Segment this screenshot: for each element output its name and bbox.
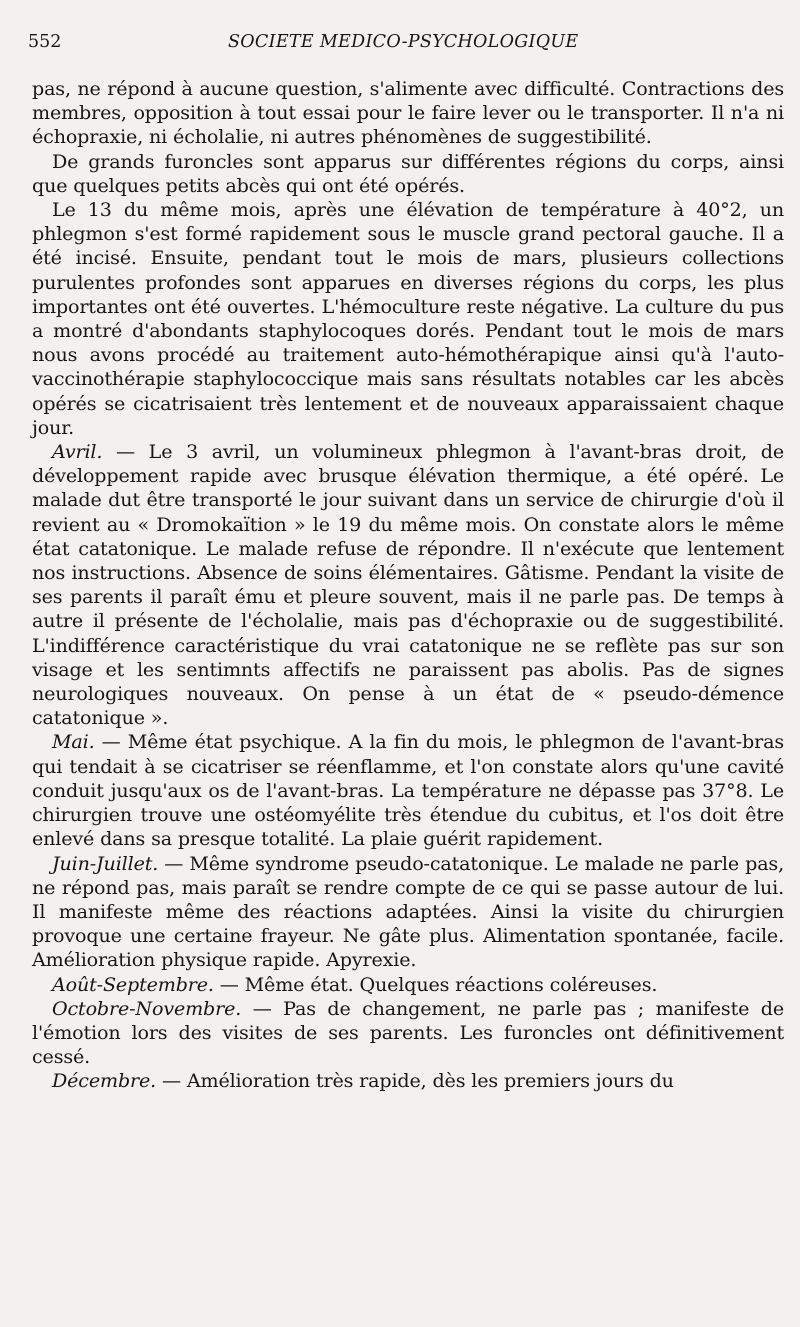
month-heading: Octobre-Novembre. xyxy=(52,996,242,1020)
paragraph xyxy=(32,1069,784,1093)
paragraph-text: — Le 3 avril, un volumineux phlegmon à l'avant-bras droit, de développement rapide avec brusque élévation thermique, a été opéré. Le malade dut être transporté le jour suivant dans un service de chirurgie d'où il revient au « Dromokaïtion » le 19 du même mois. On constate alors le même état catatonique. Le malade refuse de répondre. Il n'exécute que lentement nos instructions. Absence de soins élémentaires. Gâtisme. Pendant la visite de ses parents il paraît ému et pleure souvent, mais il ne parle pas. De temps à autre il présente de l'écholalie, mais pas d'échopraxie ou de suggestibilité. L'indifférence caractéristique du vrai catatonique ne se reflète pas sur son visage et les sentimnts affectifs ne paraissent pas abolis. Pas de signes neurologiques nouveaux. On pense à un état de « pseudo-démence catatonique ». xyxy=(32,440,784,730)
paragraph-text: pas, ne répond à aucune question, s'alimente avec difficulté. Contractions des membres, opposition à tout essai pour le faire lever ou le transporter. Il n'a ni échopraxie, ni écholalie, ni autres phénomènes de suggestibilité. xyxy=(32,77,784,149)
paragraph-text: — Même syndrome pseudo-catatonique. Le malade ne parle pas, ne répond pas, mais paraît se rendre compte de ce qui se passe autour de lui. Il manifeste même des réactions adaptées. Ainsi la visite du chirurgien provoque une certaine frayeur. Ne gâte plus. Alimentation spontanée, facile. Amélioration physique rapide. Apyrexie. xyxy=(32,851,784,972)
paragraph-text: Le 13 du même mois, après une élévation de température à 40°2, un phlegmon s'est formé rapidement sous le muscle grand pectoral gauche. Il a été incisé. Ensuite, pendant tout le mois de mars, plusieurs collections purulentes profondes sont apparues en diverses régions du corps, les plus importantes ont été ouvertes. L'hémoculture reste négative. La culture du pus a montré d'abondants staphylocoques dorés. Pendant tout le mois de mars nous avons procédé au traitement auto-hémothérapique ainsi qu'à l'auto-vaccinothérapie staphylococcique mais sans résultats notables car les abcès opérés se cicatrisaient très lentement et de nouveaux apparaissaient chaque jour. xyxy=(32,198,784,439)
month-heading: Août-Septembre. xyxy=(52,972,214,996)
paragraph xyxy=(32,150,784,198)
body-text xyxy=(32,77,784,1094)
paragraph xyxy=(32,852,784,973)
page-number: 552 xyxy=(28,32,62,52)
paragraph-text: — Amélioration très rapide, dès les premiers jours du xyxy=(156,1069,674,1093)
paragraph-text: De grands furoncles sont apparus sur différentes régions du corps, ainsi que quelques petits abcès qui ont été opérés. xyxy=(32,149,784,197)
paragraph xyxy=(32,973,784,997)
month-heading: Décembre. xyxy=(52,1069,157,1093)
paragraph-text: — Pas de changement, ne parle pas ; manifeste de l'émotion lors des visites de ses parents. Les furoncles ont définitivement cessé. xyxy=(32,996,784,1069)
month-heading: Juin-Juillet. xyxy=(52,851,159,875)
paragraph xyxy=(32,730,784,851)
paragraph xyxy=(32,198,784,440)
month-heading: Avril. xyxy=(52,440,103,464)
book-page xyxy=(22,0,784,1327)
paragraph-text: — Même état. Quelques réactions coléreuses. xyxy=(213,972,658,996)
paragraph xyxy=(32,77,784,150)
page-header xyxy=(28,32,776,56)
month-heading: Mai. xyxy=(52,730,95,754)
paragraph xyxy=(32,440,784,730)
paragraph xyxy=(32,997,784,1070)
running-head: SOCIETE MEDICO-PSYCHOLOGIQUE xyxy=(228,32,579,52)
paragraph-text: — Même état psychique. A la fin du mois, le phlegmon de l'avant-bras qui tendait à se cicatriser se réenflamme, et l'on constate alors qu'une cavité conduit jusqu'aux os de l'avant-bras. La température ne dépasse pas 37°8. Le chirurgien trouve une ostéomyélite très étendue du cubitus, et l'os doit être enlevé dans sa presque totalité. La plaie guérit rapidement. xyxy=(32,730,784,851)
